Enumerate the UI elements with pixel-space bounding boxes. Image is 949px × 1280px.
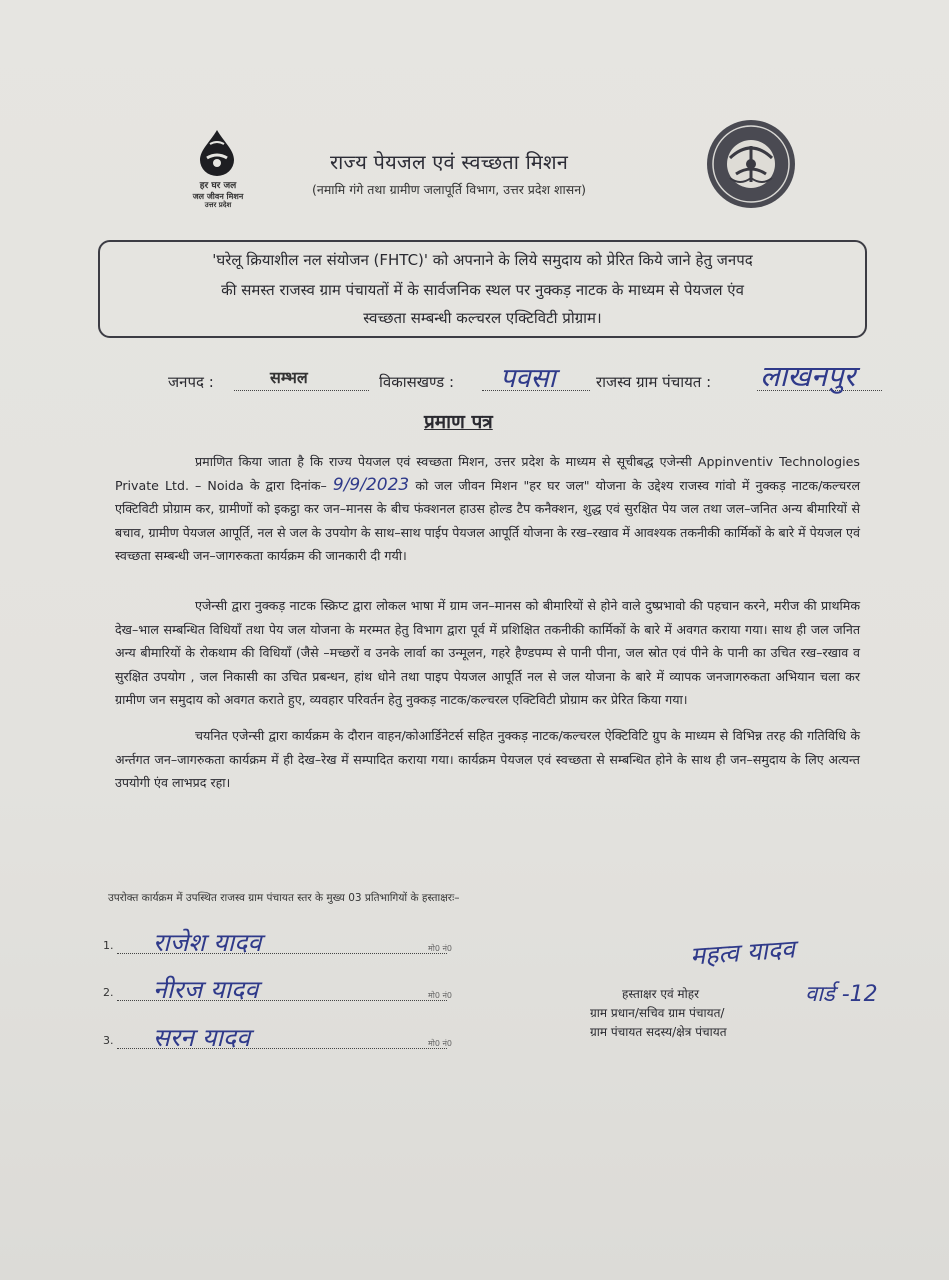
p1-date: 9/9/2023	[332, 474, 410, 495]
water-drop-icon	[198, 130, 236, 176]
signatory-signature: राजेश यादव	[153, 928, 262, 957]
member-designation: ग्राम पंचायत सदस्य/क्षेत्र पंचायत	[590, 1025, 727, 1039]
panchayat-label: राजस्व ग्राम पंचायत :	[596, 373, 712, 391]
pradhan-signature: महत्व यादव	[689, 934, 796, 971]
district-dotted-line	[234, 390, 369, 391]
paragraph-1	[115, 450, 860, 568]
block-value: पवसा	[500, 363, 556, 394]
block-label: विकासखण्ड :	[379, 373, 455, 391]
heading-line-1: 'घरेलू क्रियाशील नल संयोजन (FHTC)' को अपनाने के लिये समुदाय को प्रेरित किये जाने हेतु जनपद	[212, 251, 753, 269]
mobile-label: मो0 नं0	[428, 991, 453, 1000]
district-value: सम्भल	[270, 368, 308, 387]
signatory-number: 2.	[103, 986, 114, 999]
certificate-title: प्रमाण पत्र	[424, 411, 493, 433]
paragraph-2	[115, 594, 860, 712]
pradhan-designation: ग्राम प्रधान/सचिव ग्राम पंचायत/	[590, 1006, 725, 1020]
signatory-number: 1.	[103, 939, 114, 952]
signature-stamp-label: हस्ताक्षर एवं मोहर	[622, 987, 700, 1001]
p3-body: चयनित एजेन्सी द्वारा कार्यक्रम के दौरान वाहन/कोआर्डिनेटर्स सहित नुक्कड़ नाटक/कल्चरल ऐक्टिविटि ग्रुप के माध्यम से विभिन्न तरह की गतिविधि के अर्न्तगत जन–जागरुकता कार्यक्रम में ही देख–रेख में सम्पादित कराया गया। कार्यक्रम पेयजल एवं स्वच्छता से सम्बन्धित होने के साथ ही जन–समुदाय के लिए अत्यन्त उपयोगी एंव लाभप्रद रहा।	[115, 728, 860, 790]
signatory-signature: नीरज यादव	[153, 975, 259, 1004]
signatory-signature: सरन यादव	[153, 1023, 251, 1052]
mission-title: राज्य पेयजल एवं स्वच्छता मिशन	[330, 150, 569, 174]
ward-number: वार्ड -12	[805, 982, 878, 1007]
heading-line-3: स्वच्छता सम्बन्धी कल्चरल एक्टिविटी प्रोग्राम।	[363, 309, 602, 327]
up-government-seal-icon	[700, 118, 802, 210]
logo-tag-1: हर घर जल	[199, 181, 237, 191]
panchayat-value: लाखनपुर	[760, 359, 856, 393]
signatories-note: उपरोक्त कार्यक्रम में उपस्थित राजस्व ग्राम पंचायत स्तर के मुख्य 03 प्रतिभागियों के हस्ताक्षरः–	[108, 892, 460, 904]
mission-subtitle: (नमामि गंगे तथा ग्रामीण जलापूर्ति विभाग, उत्तर प्रदेश शासन)	[312, 182, 587, 197]
program-heading-box	[98, 240, 867, 338]
p2-body: एजेन्सी द्वारा नुक्कड़ नाटक स्क्रिप्ट द्वारा लोकल भाषा में ग्राम जन–मानस को बीमारियों से होने वाले दुष्प्रभावो की पहचान करने, मरीज की प्राथमिक देख–भाल सम्बन्धित विधियाँ तथा पेय जल योजना के मरम्मत हेतु विभाग द्वारा पूर्व में प्रशिक्षित तकनीकी कार्मिकों के बारे में अवगत कराया गया। साथ ही जल जनित अन्य बीमारियों के रोकथाम की विधियाँ (जैसे –मच्छरों व उनके लार्वा का उन्मूलन, गहरे हैण्डपम्प से पानी पीना, जल स्रोत एवं पीने के पानी का उचित रख–रखाव व सुरक्षित उपयोग , जल निकासी का उचित प्रबन्धन, हांथ धोने तथा पाइप पेयजल आपूर्ति नल से जल योजना के बारे में व्यापक जनजागरुकता अभियान चला कर ग्रामीण जन समुदाय को अवगत कराते हुए, व्यवहार परिवर्तन हेतु नुक्कड़ नाटक/कल्चरल एक्टिविटी प्रोग्राम कर प्रेरित किया गया।	[115, 598, 860, 707]
signatory-number: 3.	[103, 1034, 114, 1047]
mobile-label: मो0 नं0	[428, 944, 453, 953]
logo-tag-2: जल जीवन मिशन	[192, 192, 244, 201]
p1-body: को जल जीवन मिशन "हर घर जल" योजना के उद्देश्य राजस्व गांवो में नुक्कड़ नाटक/कल्चरल एक्टिविटी प्रोग्राम कर, ग्रामीणों को इकट्ठा कर जन–मानस के बीच फंक्शनल हाउस होल्ड टैप कनैक्शन, शुद्ध एवं सुरक्षित पेय जल तथा जल–जनित अन्य बीमारियों से बचाव, ग्रामीण पेयजल आपूर्ति, नल से जल के उपयोग के साथ–साथ पाईप पेयजल आपूर्ति योजना के रख–रखाव में आवश्यक तकनीकी कार्मिकों के बारे में पेयजल एवं स्वच्छता सम्बन्धी जन–जागरुकता कार्यक्रम की जानकारी दी गयी।	[115, 477, 860, 563]
p1-agency: Appinventiv Technologies Private Ltd. – Noida के द्वारा दिनांक–	[115, 454, 860, 493]
district-label: जनपद :	[168, 373, 214, 391]
p1-intro: प्रमाणित किया जाता है कि राज्य पेयजल एवं स्वच्छता मिशन, उत्तर प्रदेश के माध्यम से सूचीबद्ध एजेन्सी	[195, 454, 692, 469]
heading-line-2: की समस्त राजस्व ग्राम पंचायतों में के सार्वजनिक स्थल पर नुक्कड़ नाटक के माध्यम से पेयजल एंव	[221, 281, 744, 299]
paragraph-3	[115, 724, 860, 795]
har-ghar-jal-logo	[178, 130, 258, 212]
mobile-label: मो0 नं0	[428, 1039, 453, 1048]
logo-tag-3: उत्तर प्रदेश	[204, 201, 232, 209]
